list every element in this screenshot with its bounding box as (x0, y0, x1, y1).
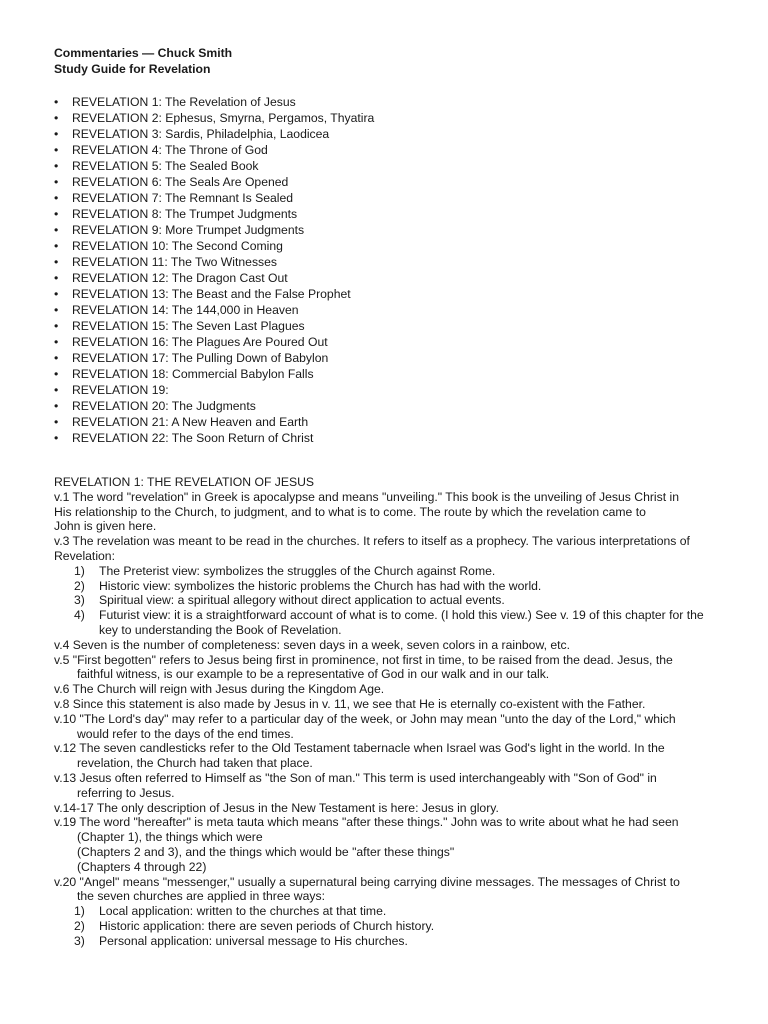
toc-item-label: REVELATION 12: The Dragon Cast Out (72, 271, 288, 285)
bullet: • (54, 303, 59, 317)
toc-item-label: REVELATION 21: A New Heaven and Earth (72, 415, 309, 429)
item-number: 4) (74, 608, 85, 623)
bullet: • (54, 335, 59, 349)
numbered-item (54, 579, 714, 594)
verse-note-v19-line3: (Chapters 2 and 3), and the things which would be "after these things" (77, 844, 455, 859)
verse-note-v19-line2: (Chapter 1), the things which were (77, 830, 263, 845)
item-text: Spiritual view: a spiritual allegory without direct application to actual events. (99, 593, 505, 608)
toc-item (54, 414, 374, 430)
toc-item (54, 142, 374, 158)
toc-item-label: REVELATION 14: The 144,000 in Heaven (72, 303, 299, 317)
item-text: Historic application: there are seven periods of Church history. (99, 918, 435, 933)
toc-item-label: REVELATION 9: More Trumpet Judgments (72, 223, 305, 237)
bullet: • (54, 367, 59, 381)
item-number: 2) (74, 578, 85, 593)
item-number: 1) (74, 563, 85, 578)
toc-item (54, 430, 374, 446)
table-of-contents (54, 94, 374, 446)
toc-item (54, 366, 374, 382)
bullet: • (54, 287, 59, 301)
toc-item-label: REVELATION 1: The Revelation of Jesus (72, 95, 296, 109)
verse-note-v5-line2: faithful witness, is our example to be a representative of God in our walk and in our talk. (77, 667, 550, 682)
bullet: • (54, 399, 59, 413)
bullet: • (54, 239, 59, 253)
item-number: 3) (74, 933, 85, 948)
verse-note-v20-line1: v.20 "Angel" means "messenger," usually a supernatural being carrying divine messages. The messages of Christ to (54, 874, 680, 889)
bullet: • (54, 383, 59, 397)
item-text: Local application: written to the churches at that time. (99, 904, 387, 919)
verse-note-v1-line3: John is given here. (54, 519, 157, 534)
toc-item (54, 254, 374, 270)
numbered-item (54, 593, 714, 608)
numbered-item (54, 564, 714, 579)
toc-item (54, 190, 374, 206)
verse-note-v19-line4: (Chapters 4 through 22) (77, 859, 207, 874)
toc-item (54, 174, 374, 190)
toc-item-label: REVELATION 16: The Plagues Are Poured Out (72, 335, 328, 349)
verse-note-v1-line2: His relationship to the Church, to judgment, and to what is to come. The route by which the revelation came to (54, 504, 646, 519)
toc-item (54, 318, 374, 334)
bullet: • (54, 127, 59, 141)
toc-item (54, 350, 374, 366)
numbered-item (54, 919, 714, 934)
toc-item-label: REVELATION 2: Ephesus, Smyrna, Pergamos, Thyatira (72, 111, 375, 125)
applications-list (54, 904, 714, 948)
verse-note-v12-line1: v.12 The seven candlesticks refer to the Old Testament tabernacle when Israel was God's light in the world. In the (54, 741, 665, 756)
toc-item-label: REVELATION 22: The Soon Return of Christ (72, 431, 314, 445)
toc-item (54, 302, 374, 318)
section-heading: REVELATION 1: THE REVELATION OF JESUS (54, 475, 315, 489)
bullet: • (54, 415, 59, 429)
verse-note-v14: v.14-17 The only description of Jesus in the New Testament is here: Jesus in glory. (54, 800, 499, 815)
item-text: Historic view: symbolizes the historic problems the Church has had with the world. (99, 578, 542, 593)
toc-item-label: REVELATION 10: The Second Coming (72, 239, 283, 253)
chapter-commentary (54, 475, 714, 949)
numbered-item (54, 904, 714, 919)
toc-item-label: REVELATION 15: The Seven Last Plagues (72, 319, 305, 333)
verse-note-v20-line2: the seven churches are applied in three ways: (77, 889, 325, 904)
bullet: • (54, 111, 59, 125)
bullet: • (54, 319, 59, 333)
verse-note-v4: v.4 Seven is the number of completeness: seven days in a week, seven colors in a rainbow, etc. (54, 637, 570, 652)
toc-item-label: REVELATION 6: The Seals Are Opened (72, 175, 289, 189)
numbered-item (54, 608, 714, 638)
verse-note-v8: v.8 Since this statement is also made by Jesus in v. 11, we see that He is eternally co-existent with the Father. (54, 696, 646, 711)
toc-item-label: REVELATION 18: Commercial Babylon Falls (72, 367, 314, 381)
numbered-item (54, 934, 714, 949)
toc-item (54, 126, 374, 142)
item-number: 2) (74, 918, 85, 933)
verse-note-v13-line1: v.13 Jesus often referred to Himself as "the Son of man." This term is used interchangeably with "Son of God" in (54, 770, 657, 785)
bullet: • (54, 255, 59, 269)
toc-item-label: REVELATION 5: The Sealed Book (72, 159, 259, 173)
bullet: • (54, 271, 59, 285)
verse-note-v6: v.6 The Church will reign with Jesus during the Kingdom Age. (54, 682, 385, 697)
toc-item-label: REVELATION 8: The Trumpet Judgments (72, 207, 298, 221)
toc-item-label: REVELATION 17: The Pulling Down of Babylon (72, 351, 329, 365)
verse-note-v3-line1: v.3 The revelation was meant to be read in the churches. It refers to itself as a prophecy. The various interpretations of (54, 534, 690, 549)
toc-item-label: REVELATION 20: The Judgments (72, 399, 256, 413)
verse-note-v10-line1: v.10 "The Lord's day" may refer to a particular day of the week, or John may mean "unto the day of the Lord," which (54, 711, 676, 726)
item-number: 1) (74, 904, 85, 919)
toc-item (54, 334, 374, 350)
toc-item (54, 110, 374, 126)
toc-item-label: REVELATION 4: The Throne of God (72, 143, 268, 157)
verse-note-v1-line1: v.1 The word "revelation" in Greek is apocalypse and means "unveiling." This book is the unveiling of Jesus Christ in (54, 489, 679, 504)
toc-item-label: REVELATION 7: The Remnant Is Sealed (72, 191, 294, 205)
document-subtitle: Study Guide for Revelation (54, 62, 211, 76)
bullet: • (54, 95, 59, 109)
item-text: The Preterist view: symbolizes the struggles of the Church against Rome. (99, 563, 496, 578)
bullet: • (54, 191, 59, 205)
bullet: • (54, 207, 59, 221)
verse-note-v10-line2: would refer to the days of the end times. (77, 726, 294, 741)
toc-item-label: REVELATION 13: The Beast and the False Prophet (72, 287, 351, 301)
toc-item (54, 94, 374, 110)
toc-item (54, 270, 374, 286)
toc-item (54, 382, 374, 398)
verse-note-v5-line1: v.5 "First begotten" refers to Jesus being first in prominence, not first in time, to be raised from the dead. Jesus, the (54, 652, 673, 667)
toc-item (54, 222, 374, 238)
verse-note-v13-line2: referring to Jesus. (77, 785, 175, 800)
item-text: Personal application: universal message to His churches. (99, 933, 408, 948)
toc-item (54, 158, 374, 174)
verse-note-v3-line2: Revelation: (54, 548, 115, 563)
toc-item (54, 286, 374, 302)
toc-item (54, 238, 374, 254)
document-title: Commentaries — Chuck Smith (54, 46, 233, 60)
toc-item-label: REVELATION 19: (72, 383, 169, 397)
item-number: 3) (74, 593, 85, 608)
bullet: • (54, 159, 59, 173)
bullet: • (54, 143, 59, 157)
item-text: Futurist view: it is a straightforward account of what is to come. (I hold this view.) See v. 19 of this chapter for the key to understanding the Book of Revelation. (99, 608, 704, 637)
bullet: • (54, 223, 59, 237)
verse-note-v19-line1: v.19 The word "hereafter" is meta tauta which means "after these things." John was to write about what he had seen (54, 815, 679, 830)
toc-item-label: REVELATION 3: Sardis, Philadelphia, Laodicea (72, 127, 330, 141)
verse-note-v12-line2: revelation, the Church had taken that place. (77, 756, 313, 771)
toc-item (54, 206, 374, 222)
toc-item (54, 398, 374, 414)
interpretations-list (54, 564, 714, 638)
bullet: • (54, 431, 59, 445)
toc-item-label: REVELATION 11: The Two Witnesses (72, 255, 278, 269)
document-header (54, 45, 232, 77)
bullet: • (54, 351, 59, 365)
bullet: • (54, 175, 59, 189)
